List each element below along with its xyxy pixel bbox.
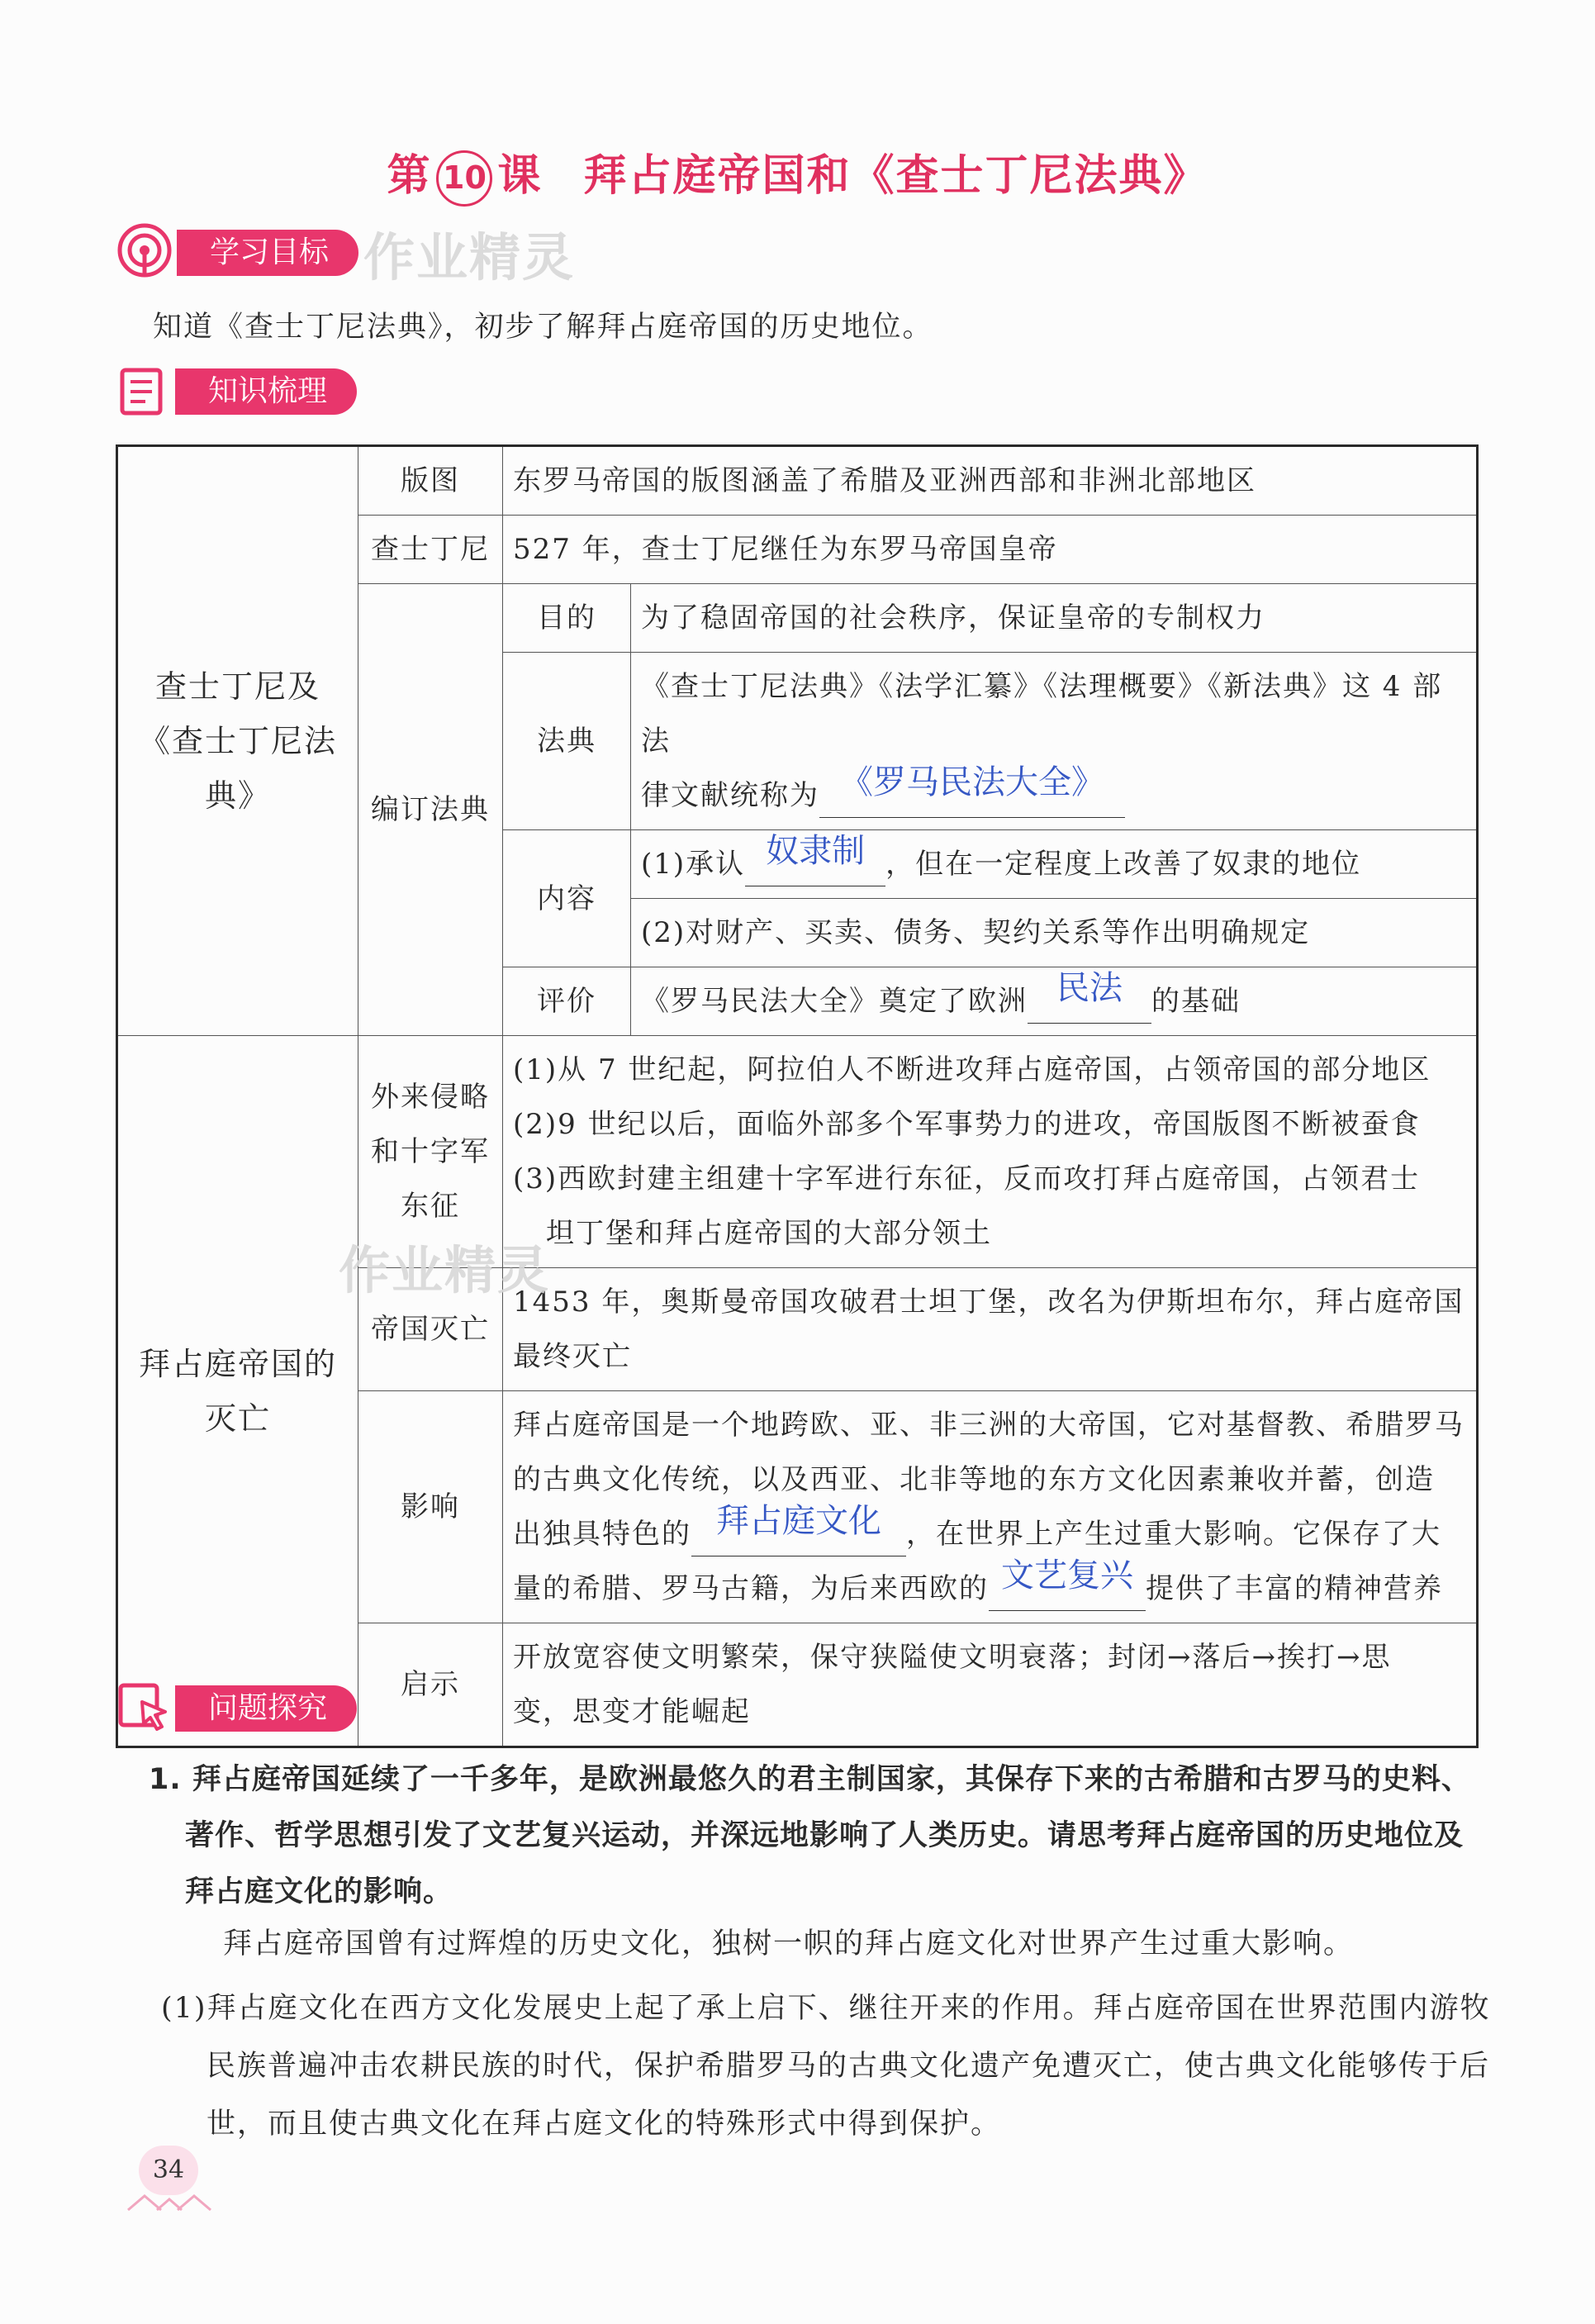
code-answer-blank bbox=[819, 763, 1125, 818]
knowledge-badge: 知识梳理 bbox=[175, 368, 357, 415]
watermark-table: 作业精灵 bbox=[339, 1240, 551, 1300]
content-answer: 奴隶制 bbox=[766, 832, 866, 870]
territory-text: 东罗马帝国的版图涵盖了希腊及亚洲西部和非洲北部地区 bbox=[503, 446, 1478, 516]
group2-label: 拜占庭帝国的 灭亡 bbox=[117, 1036, 358, 1747]
justinian-label: 查士丁尼 bbox=[358, 516, 503, 584]
influence-label: 影响 bbox=[358, 1391, 503, 1623]
eval-answer-blank bbox=[1028, 969, 1151, 1024]
question-1: 1. 拜占庭帝国延续了一千多年，是欧洲最悠久的君主制国家，其保存下来的古希腊和古罗马的史料、著作、哲学思想引发了文艺复兴运动，并深远地影响了人类历史。请思考拜占庭帝国的历史地位及拜占庭文化的影响。 bbox=[149, 1763, 1471, 1908]
influence-answer-blank-2 bbox=[989, 1556, 1146, 1611]
page-number-decoration bbox=[124, 2189, 215, 2214]
insight-cell: 开放宽容使文明繁荣，保守狭隘使文明衰落；封闭→落后→挨打→思 变，思变才能崛起 bbox=[503, 1623, 1478, 1747]
content-label: 内容 bbox=[503, 830, 631, 967]
justinian-text: 527 年，查士丁尼继任为东罗马帝国皇帝 bbox=[503, 516, 1478, 584]
table-row bbox=[117, 446, 1478, 516]
code-cell: 《查士丁尼法典》《法学汇纂》《法理概要》《新法典》这 4 部法 律文献统称为 《罗马民法大全》 bbox=[631, 653, 1478, 830]
influence-answer-1: 拜占庭文化 bbox=[716, 1502, 881, 1540]
eval-label: 评价 bbox=[503, 967, 631, 1036]
lesson-number: 10 bbox=[436, 150, 492, 207]
lesson-heading: 拜占庭帝国和《查士丁尼法典》 bbox=[583, 151, 1208, 201]
territory-label: 版图 bbox=[358, 446, 503, 516]
influence-cell: 拜占庭帝国是一个地跨欧、亚、非三洲的大帝国，它对基督教、希腊罗马 的古典文化传统，以及西亚、北非等地的东方文化因素兼收并蓄，创造 出独具特色的 拜占庭文化 ，在世界上产生过重大影响。它保存了大 量的希腊、罗马古籍，为后来西欧的 文艺复兴 提供了丰富的精神营养 bbox=[503, 1391, 1478, 1623]
influence-answer-blank-1 bbox=[691, 1502, 906, 1556]
objective-text: 知道《查士丁尼法典》，初步了解拜占庭帝国的历史地位。 bbox=[153, 311, 933, 344]
objectives-badge: 学习目标 bbox=[177, 230, 358, 276]
scroll-icon bbox=[114, 362, 172, 420]
knowledge-table bbox=[116, 444, 1479, 1748]
target-icon bbox=[116, 221, 173, 279]
table-row bbox=[117, 1036, 1478, 1268]
answer-1: (1)拜占庭文化在西方文化发展史上起了承上启下、继往开来的作用。拜占庭帝国在世界范围内游牧民族普遍冲击农耕民族的时代，保护希腊罗马的古典文化遗产免遭灭亡，使古典文化能够传于后世，而且使古典文化在拜占庭文化的特殊形式中得到保护。 bbox=[161, 1992, 1491, 2141]
invasion-cell: (1)从 7 世纪起，阿拉伯人不断进攻拜占庭帝国，占领帝国的部分地区 (2)9 世纪以后，面临外部多个军事势力的进攻，帝国版图不断被蚕食 (3)西欧封建主组建十字军进行东征，反而攻打拜占庭帝国，占领君士 坦丁堡和拜占庭帝国的大部分领土 bbox=[503, 1036, 1478, 1268]
code-label: 法典 bbox=[503, 653, 631, 830]
invasion-label: 外来侵略 和十字军 东征 bbox=[358, 1036, 503, 1268]
page-number: 34 bbox=[139, 2146, 198, 2195]
codify-label: 编订法典 bbox=[358, 584, 503, 1036]
content-answer-blank bbox=[745, 832, 885, 886]
code-answer: 《罗马民法大全》 bbox=[840, 763, 1104, 801]
lesson-suffix: 课 bbox=[497, 151, 543, 201]
content-item-1: (1)承认 奴隶制 ，但在一定程度上改善了奴隶的地位 bbox=[631, 830, 1478, 899]
eval-cell: 《罗马民法大全》奠定了欧洲 民法 的基础 bbox=[631, 967, 1478, 1036]
fall-label: 帝国灭亡 bbox=[358, 1268, 503, 1391]
purpose-text: 为了稳固帝国的社会秩序，保证皇帝的专制权力 bbox=[631, 584, 1478, 653]
answer-intro: 拜占庭帝国曾有过辉煌的历史文化，独树一帜的拜占庭文化对世界产生过重大影响。 bbox=[223, 1927, 1355, 1960]
lesson-prefix: 第 bbox=[387, 151, 432, 201]
purpose-label: 目的 bbox=[503, 584, 631, 653]
group1-label: 查士丁尼及 《查士丁尼法典》 bbox=[117, 446, 358, 1036]
fall-cell: 1453 年，奥斯曼帝国攻破君士坦丁堡，改名为伊斯坦布尔，拜占庭帝国 最终灭亡 bbox=[503, 1268, 1478, 1391]
cursor-icon bbox=[114, 1677, 172, 1735]
influence-answer-2: 文艺复兴 bbox=[1001, 1556, 1133, 1594]
questions-badge: 问题探究 bbox=[175, 1685, 357, 1732]
watermark: 作业精灵 bbox=[363, 227, 576, 288]
eval-answer: 民法 bbox=[1056, 969, 1123, 1007]
lesson-title bbox=[0, 140, 1595, 207]
insight-label: 启示 bbox=[358, 1623, 503, 1747]
content-item-2: (2)对财产、买卖、债务、契约关系等作出明确规定 bbox=[631, 899, 1478, 967]
